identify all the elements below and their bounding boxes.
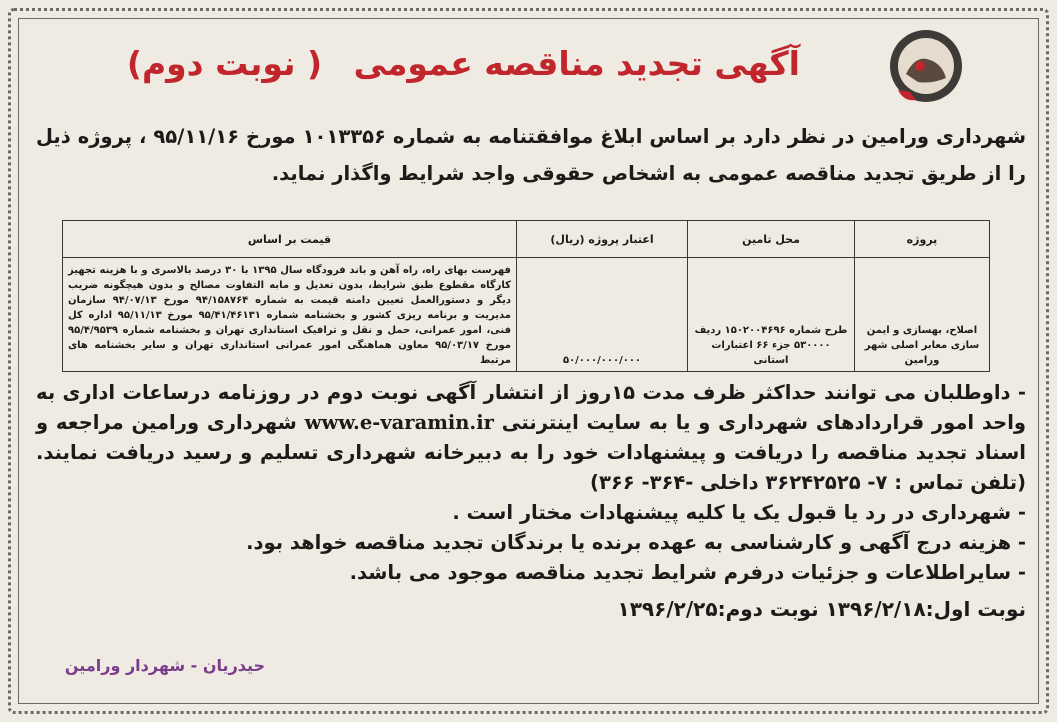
signature: حیدریان - شهردار ورامین	[64, 656, 266, 675]
note-item: - سایراطلاعات و جزئیات درفرم شرایط تجدید مناقصه موجود می باشد.	[349, 561, 1026, 584]
page-title	[126, 44, 800, 96]
header-credit: اعتبار پروژه (ریال)	[517, 221, 688, 258]
municipality-logo-icon	[886, 26, 966, 106]
publication-dates: نوبت اول:۱۳۹۶/۲/۱۸ نوبت دوم:۱۳۹۶/۲/۲۵	[617, 597, 1026, 621]
header-price-basis: قیمت بر اساس	[63, 221, 517, 258]
cell-price-basis: فهرست بهای راه، راه آهن و باند فرودگاه سال ۱۳۹۵ با ۳۰ درصد بالاسری و با هزینه تجهیز کارگاه مقطوع طبق شرایط، بدون تعدیل و مابه التفاوت مصالح و بدون هیچگونه ضریب دیگر و دستورالعمل تعیین دامنه قیمت به شماره ۹۴/۱۵۸۷۶۴ مورخ ۹۴/۰۷/۱۳ سازمان مدیریت و برنامه ریزی کشور و بخشنامه شماره ۹۵/۴۱/۴۶۱۳۱ مورخ ۹۵/۱۱/۱۳ اداره کل فنی، امور عمرانی، حمل و نقل و ترافیک استانداری تهران و بخشنامه شماره ۹۵/۴/۹۵۳۹ مورخ ۹۵/۰۳/۱۷ معاون هماهنگی امور عمرانی استانداری تهران و سایر بخشنامه های مرتبط	[63, 258, 517, 372]
cell-funding: طرح شماره ۱۵۰۲۰۰۴۶۹۶ ردیف ۵۳۰۰۰۰ جزء ۶۶ اعتبارات استانی	[688, 258, 855, 372]
cell-project: اصلاح، بهسازی و ایمن سازی معابر اصلی شهر ورامین	[855, 258, 990, 372]
notes-section	[36, 378, 1026, 624]
submission-paragraph	[36, 378, 1026, 498]
header-funding: محل تامین	[688, 221, 855, 258]
submission-text-end: شهرداری ورامین مراجعه و اسناد تجدید مناقصه را دریافت و پیشنهادات خود را به دبیرخانه شهرداری تسلیم و رسید دریافت نمایند. (تلفن تماس : ۷- ۳۶۲۴۲۵۲۵ داخلی -۳۶۴- ۳۶۶)	[36, 411, 1026, 494]
tender-table	[62, 220, 990, 372]
table-header-row	[63, 221, 990, 258]
note-item: - هزینه درج آگهی و کارشناسی به عهده برنده یا برندگان تجدید مناقصه خواهد بود.	[246, 531, 1026, 554]
submission-text-start: - داوطلبان می توانند حداکثر ظرف مدت ۱۵روز از انتشار آگهی نوبت دوم در روزنامه درساعات اداری به واحد امور قراردادهای شهرداری و یا به سایت اینترنتی	[36, 381, 1026, 434]
title-sub: ( نوبت دوم)	[126, 44, 323, 83]
website-link[interactable]: www.e-varamin.ir	[304, 411, 494, 434]
intro-paragraph: شهرداری ورامین در نظر دارد بر اساس ابلاغ موافقتنامه به شماره ۱۰۱۳۳۵۶ مورخ ۹۵/۱۱/۱۶ ، پروژه ذیل را از طریق تجدید مناقصه عمومی به اشخاص حقوقی واجد شرایط واگذار نماید.	[36, 125, 1026, 185]
cell-credit: ۵۰/۰۰۰/۰۰۰/۰۰۰	[517, 258, 688, 372]
table-row	[63, 258, 990, 372]
note-item: - شهرداری در رد یا قبول یک یا کلیه پیشنهادات مختار است .	[452, 501, 1026, 524]
title-main: آگهی تجدید مناقصه عمومی	[353, 44, 800, 83]
header-project: پروژه	[855, 221, 990, 258]
